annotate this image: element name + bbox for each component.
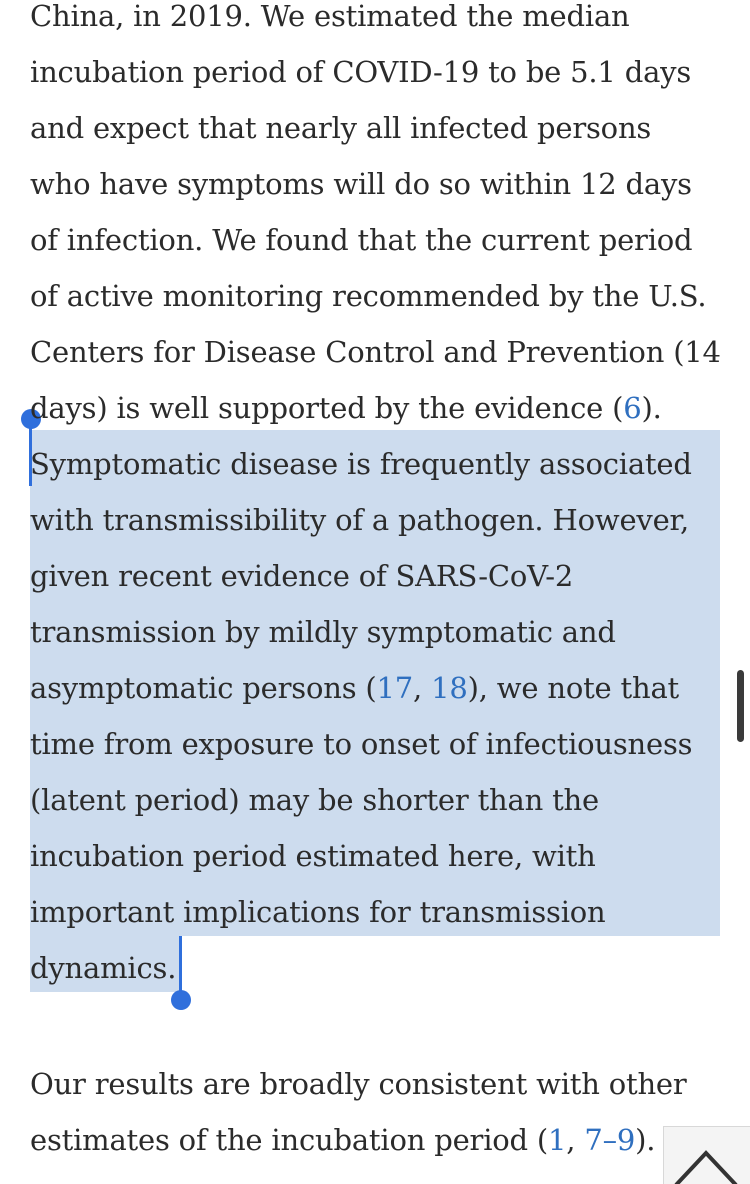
text-line: of infection. We found that the current period — [30, 223, 693, 257]
reference-link-1[interactable]: 1 — [548, 1123, 567, 1157]
text-line — [30, 1112, 655, 1168]
selection-end-handle-bar[interactable] — [179, 936, 182, 998]
scrollbar-thumb[interactable] — [737, 670, 744, 742]
text-line: of active monitoring recommended by the U.S. — [30, 279, 707, 313]
selected-text-line: time from exposure to onset of infectiousness — [30, 727, 693, 761]
selected-text-line: Symptomatic disease is frequently associated — [30, 447, 692, 481]
selected-text-line: important implications for transmission — [30, 895, 606, 929]
text-line: Centers for Disease Control and Prevention (14 — [30, 335, 721, 369]
text-run: , — [413, 671, 432, 705]
text-run: ), we note that — [467, 671, 680, 705]
text-line: Our results are broadly consistent with other — [30, 1067, 687, 1101]
selected-text-line: (latent period) may be shorter than the — [30, 783, 599, 817]
selected-text-line: transmission by mildly symptomatic and — [30, 615, 616, 649]
reference-link-18[interactable]: 18 — [431, 671, 468, 705]
selected-text-line: given recent evidence of SARS-CoV-2 — [30, 559, 574, 593]
text-line — [30, 380, 662, 436]
selected-text-line: incubation period estimated here, with — [30, 839, 596, 873]
text-run: ). — [635, 1123, 656, 1157]
text-run: , — [566, 1123, 585, 1157]
text-line: China, in 2019. We estimated the median — [30, 0, 630, 33]
selected-text-line: with transmissibility of a pathogen. However, — [30, 503, 690, 537]
selected-text-line: dynamics. — [30, 951, 177, 985]
text-run: ). — [641, 391, 662, 425]
text-run: days) is well supported by the evidence ( — [30, 391, 624, 425]
text-line: and expect that nearly all infected persons — [30, 111, 652, 145]
text-run: asymptomatic persons ( — [30, 671, 377, 705]
text-run: estimates of the incubation period ( — [30, 1123, 549, 1157]
text-line: who have symptoms will do so within 12 days — [30, 167, 692, 201]
text-line: incubation period of COVID-19 to be 5.1 days — [30, 55, 692, 89]
chevron-up-icon — [664, 1127, 750, 1184]
selected-text-line — [30, 660, 679, 716]
reference-link-7-9[interactable]: 7–9 — [584, 1123, 636, 1157]
reference-link-6[interactable]: 6 — [623, 391, 642, 425]
reference-link-17[interactable]: 17 — [376, 671, 414, 705]
back-to-top-button[interactable] — [663, 1126, 750, 1184]
